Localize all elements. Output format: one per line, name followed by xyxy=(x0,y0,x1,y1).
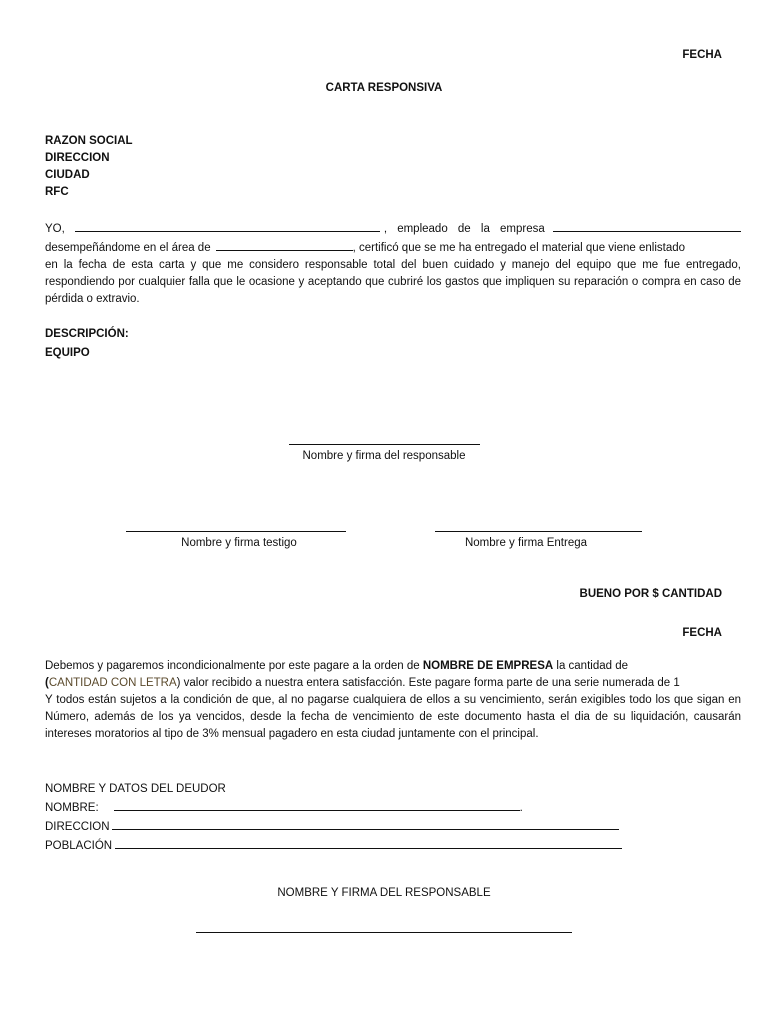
employee-name-blank xyxy=(75,219,380,232)
debtor-poblacion-row xyxy=(45,836,735,855)
area-text: desempeñándome en el área de xyxy=(45,242,211,254)
company-name-placeholder: NOMBRE DE EMPRESA xyxy=(422,660,554,672)
open-paren: ( xyxy=(45,677,49,689)
entrega-signature-line xyxy=(435,531,642,532)
pagare-paragraph xyxy=(45,658,741,743)
equipo-label: EQUIPO xyxy=(45,347,90,359)
debtor-heading: NOMBRE Y DATOS DEL DEUDOR xyxy=(45,783,226,795)
area-blank xyxy=(216,238,353,251)
rfc-label: RFC xyxy=(45,186,69,198)
debtor-direccion-row xyxy=(45,817,735,836)
debtor-poblacion-blank xyxy=(115,836,622,849)
pagare-date-label: FECHA xyxy=(682,627,722,639)
paragraph-line-2 xyxy=(45,238,741,257)
pagare-text-b: la cantidad de xyxy=(556,660,629,672)
debtor-direccion-label: DIRECCION xyxy=(45,821,110,833)
amount-in-words-placeholder: CANTIDAD CON LETRA xyxy=(48,677,177,689)
responsable-signature-line xyxy=(289,444,480,445)
entrega-signature-label: Nombre y firma Entrega xyxy=(464,537,588,549)
responsable-signature-label: Nombre y firma del responsable xyxy=(302,450,466,462)
document-title: CARTA RESPONSIVA xyxy=(325,82,443,94)
company-block xyxy=(45,133,345,201)
pagare-paragraph-2: Y todos están sujetos a la condición de que, al no pagarse cualquiera de ellos a su vencimiento, serán exigibles todo los que sigan en Número, además de los ya vencidos, desde la fecha de vencimiento de este documento hasta el dia de su liquidación, causarán intereses moratorios al tipo de 3% mensual pagadero en esta ciudad juntamente con el principal. xyxy=(45,694,741,740)
empleado-text: , empleado de la empresa xyxy=(383,223,545,235)
pagare-text-c: ) valor recibido a nuestra entera satisfacción. Este pagare forma parte de una serie numerada de 1 xyxy=(176,677,680,689)
paragraph-line-1 xyxy=(45,219,741,238)
debtor-poblacion-label: POBLACIÓN xyxy=(45,840,113,852)
ciudad-label: CIUDAD xyxy=(45,169,90,181)
certifico-text: , certificó que se me ha entregado el material que viene enlistado xyxy=(352,242,686,254)
debtor-direccion-blank xyxy=(112,817,619,830)
direccion-label: DIRECCION xyxy=(45,152,110,164)
testigo-signature-label: Nombre y firma testigo xyxy=(181,537,297,549)
bueno-por-label: BUENO POR $ CANTIDAD xyxy=(579,588,722,600)
debtor-nombre-label: NOMBRE: xyxy=(45,802,99,814)
yo-text: YO, xyxy=(45,223,65,235)
company-name-blank xyxy=(553,219,741,232)
pagare-text-a: Debemos y pagaremos incondicionalmente por este pagare a la orden de xyxy=(45,660,420,672)
description-label: DESCRIPCIÓN: xyxy=(45,328,129,340)
debtor-nombre-end: . xyxy=(519,802,523,814)
razon-social-label: RAZON SOCIAL xyxy=(45,135,133,147)
debtor-block xyxy=(45,781,735,855)
debtor-nombre-blank xyxy=(114,798,520,811)
footer-signature-line xyxy=(196,932,572,933)
testigo-signature-line xyxy=(126,531,346,532)
pagare-paragraph-1 xyxy=(45,658,741,692)
date-label: FECHA xyxy=(682,49,722,61)
paragraph-rest: en la fecha de esta carta y que me considero responsable total del buen cuidado y manejo del equipo que me fue entregado, respondiendo por cualquier falla que le ocasione y aceptando que cubriré los gastos que impliquen su reparación o compra en caso de pérdida o extravio. xyxy=(45,259,741,305)
footer-signature-label: NOMBRE Y FIRMA DEL RESPONSABLE xyxy=(277,887,491,899)
debtor-nombre-row xyxy=(45,798,735,817)
responsibility-paragraph xyxy=(45,219,741,308)
